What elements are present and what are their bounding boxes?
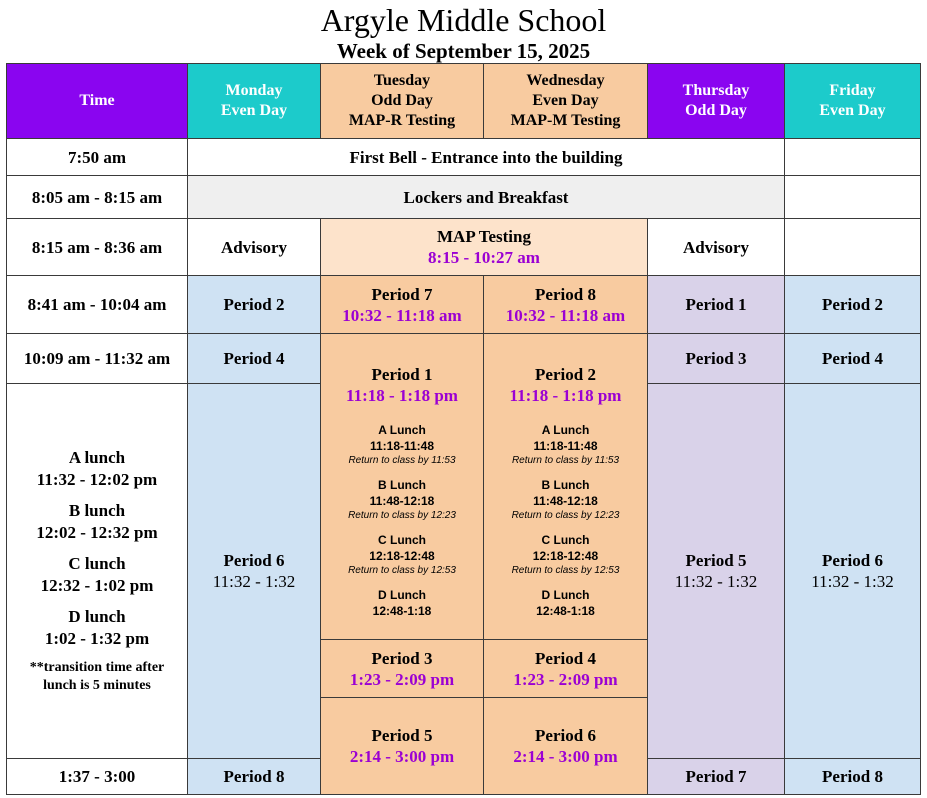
empty-cell [785, 139, 921, 176]
wednesday-period-4: Period 4 1:23 - 2:09 pm [484, 640, 648, 698]
time-cell: 8:41 am - 10:04 am [7, 276, 188, 334]
lunch-times-cell: A lunch 11:32 - 12:02 pm B lunch 12:02 - 12:32 pm C lunch 12:32 - 1:02 pm D lunch 1:02 - 1:32 pm **transition time after lunch is 5 minutes [7, 384, 188, 759]
thursday-period-5: Period 5 11:32 - 1:32 [648, 384, 785, 759]
header-thursday: Thursday Odd Day [648, 64, 785, 139]
time-cell: 10:09 am - 11:32 am [7, 334, 188, 384]
transition-note: **transition time after lunch is 5 minutes [29, 660, 165, 693]
header-tuesday: Tuesday Odd Day MAP-R Testing [321, 64, 484, 139]
monday-period-8: Period 8 [188, 759, 321, 795]
tuesday-period-7: Period 7 10:32 - 11:18 am [321, 276, 484, 334]
page-subtitle: Week of September 15, 2025 [336, 39, 591, 63]
first-bell-cell: First Bell - Entrance into the building [188, 139, 785, 176]
friday-period-6: Period 6 11:32 - 1:32 [785, 384, 921, 759]
monday-period-6: Period 6 11:32 - 1:32 [188, 384, 321, 759]
lockers-cell: Lockers and Breakfast [188, 176, 785, 219]
thursday-advisory: Advisory [648, 219, 785, 276]
header-row [7, 64, 921, 139]
header-time: Time [7, 64, 188, 139]
friday-period-8: Period 8 [785, 759, 921, 795]
monday-advisory: Advisory [188, 219, 321, 276]
monday-period: Period 2 [188, 276, 321, 334]
row-advisory [7, 219, 921, 276]
thursday-period: Period 1 [648, 276, 785, 334]
row-lockers [7, 176, 921, 219]
empty-cell [785, 176, 921, 219]
wednesday-period-6: Period 6 2:14 - 3:00 pm [484, 698, 648, 795]
tuesday-period-1: Period 1 11:18 - 1:18 pm A Lunch 11:18-11:48 Return to class by 11:53 B Lunch 11:48-12:18 Return to class by 12:23 C Lunch 12:18-12:48 Return to class by 12:53 D Lunch 12:48-1:18 [321, 334, 484, 640]
header-wednesday: Wednesday Even Day MAP-M Testing [484, 64, 648, 139]
time-cell: 7:50 am [7, 139, 188, 176]
thursday-period: Period 3 [648, 334, 785, 384]
friday-period: Period 4 [785, 334, 921, 384]
wednesday-lunch-list: A Lunch 11:18-11:48 Return to class by 11:53 B Lunch 11:48-12:18 Return to class by 12:23 C Lunch 12:18-12:48 Return to class by 12:53 D Lunch 12:48-1:18 [511, 423, 620, 618]
row-period-a [7, 276, 921, 334]
empty-cell [785, 219, 921, 276]
page-title: Argyle Middle School [320, 2, 607, 38]
wednesday-period-2: Period 2 11:18 - 1:18 pm A Lunch 11:18-11:48 Return to class by 11:53 B Lunch 11:48-12:18 Return to class by 12:23 C Lunch 12:18-12:48 Return to class by 12:53 D Lunch 12:48-1:18 [484, 334, 648, 640]
time-cell: 8:15 am - 8:36 am [7, 219, 188, 276]
row-first-bell [7, 139, 921, 176]
map-testing-cell: MAP Testing 8:15 - 10:27 am [321, 219, 648, 276]
friday-period: Period 2 [785, 276, 921, 334]
tuesday-lunch-list: A Lunch 11:18-11:48 Return to class by 11:53 B Lunch 11:48-12:18 Return to class by 12:23 C Lunch 12:18-12:48 Return to class by 12:53 D Lunch 12:48-1:18 [348, 423, 456, 618]
header-monday: Monday Even Day [188, 64, 321, 139]
row-period-b [7, 334, 921, 384]
tuesday-period-5: Period 5 2:14 - 3:00 pm [321, 698, 484, 795]
schedule-table [6, 63, 921, 795]
thursday-period-7: Period 7 [648, 759, 785, 795]
monday-period: Period 4 [188, 334, 321, 384]
time-cell: 1:37 - 3:00 [7, 759, 188, 795]
tuesday-period-3: Period 3 1:23 - 2:09 pm [321, 640, 484, 698]
wednesday-period-8: Period 8 10:32 - 11:18 am [484, 276, 648, 334]
time-cell: 8:05 am - 8:15 am [7, 176, 188, 219]
header-friday: Friday Even Day [785, 64, 921, 139]
